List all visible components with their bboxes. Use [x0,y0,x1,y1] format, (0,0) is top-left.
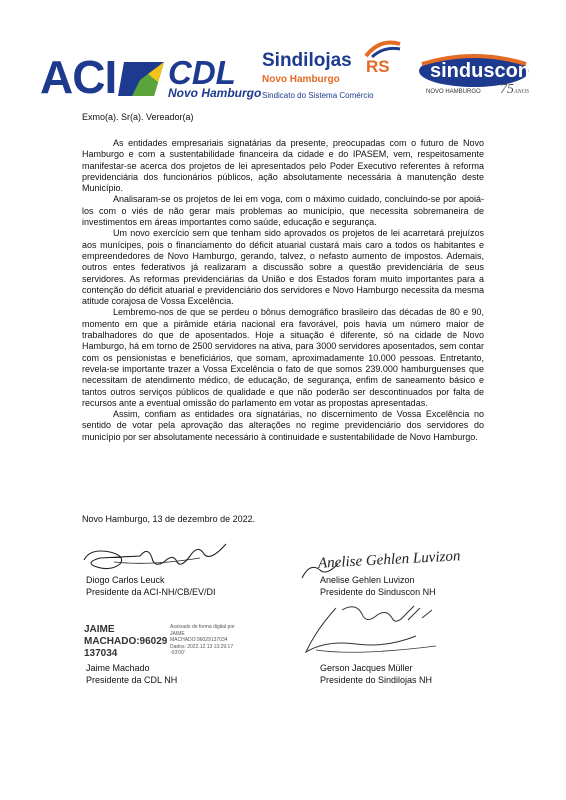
signature-block-anelise [320,574,436,598]
paragraph-5: Assim, confiam as entidades ora signatárias, no discernimento de Vossa Excelência no sentido de votar pela aprovação das alterações no regime previdenciário dos servidores do município por ser absolutamente necessário à continuidade e sustentabilidade de Novo Hamburgo. [82,409,484,442]
sinduscon-anos [500,82,529,98]
signer-role: Presidente do Sindilojas NH [320,675,433,685]
signature-block-diogo [86,574,216,598]
sinduscon-city: NOVO HAMBURGO [426,89,481,95]
sinduscon-anos-num: 75 [500,82,514,97]
signature-gerson-scribble [296,600,446,664]
sindilojas-name: Sindilojas [262,50,352,71]
salutation: Exmo(a). Sr(a). Vereador(a) [82,112,194,122]
digital-signature-id: JAIME MACHADO:96029 137034 [84,624,168,659]
paragraph-4: Lembremo-nos de que se perdeu o bônus demográfico brasileiro das décadas de 80 e 90, momento em que a pirâmide etária nacional era favorável, pois havia um número maior de trabalhadores do que de aposentados. Hoje a situação é diferente, só na cidade de Novo Hamburgo, há em torno de 2500 servidores na ativa, para 3000 servidores aposentados, sem contar com os pensionistas e beneficiários, que somam, aproximadamente 10.000 pessoas. Entretanto, revela-se importante trazer a Vossa Excelência o fato de que somos 239.000 hamburguenses que necessitam de atendimento médico, de educação, de segurança, enfim de saneamento básico e tantos outros serviços públicos de qualidade e que não poderão ser descontinuados por falta de recursos ante a eventual omissão do parlamento em votar as propostas apresentadas. [82,307,484,408]
date-line: Novo Hamburgo, 13 de dezembro de 2022. [82,514,256,524]
signer-name: Diogo Carlos Leuck [86,575,165,585]
signer-name: Anelise Gehlen Luvizon [320,575,415,585]
aci-logo: ACI [40,51,117,103]
signer-name: Jaime Machado [86,663,150,673]
sinduscon-anos-word: ANOS [514,89,529,95]
paragraph-1: As entidades empresariais signatárias da presente, preocupadas com o futuro de Novo Hamburgo e com a sustentabilidade financeira da cidade e do IPASEM, vem, respeitosamente manifestar-se acerca dos projetos de lei apresentados pelo Poder Executivo referentes à reforma previdenciária dos funcionários públicos, ação absolutamente necessária à manutenção deste Município. [82,138,484,194]
cdl-city: Novo Hamburgo [168,86,262,100]
digital-signature-details: Assinado de forma digital por JAIME MACHADO:96029137034 Dados: 2022.12.13 13:29:17 -03'00' [170,624,235,657]
sindilojas-rs: RS [366,57,390,76]
paragraph-2: Analisaram-se os projetos de lei em voga, com o máximo cuidado, concluindo-se por apoiá-los com o viés de não gerar mais problemas ao município, que necessita sobremaneira de investimentos em áreas importantes como saúde, educação e segurança. [82,194,484,228]
sindilojas-logo [262,38,402,98]
sindilojas-arc-icon [362,38,402,58]
signature-anelise-handwritten: Anelise Gehlen Luvizon [317,548,461,572]
sindilojas-city: Novo Hamburgo [262,74,340,85]
header-logos [0,0,566,110]
signature-block-jaime [86,662,177,686]
cdl-name: CDL [168,54,236,91]
signature-block-gerson [320,662,432,686]
signer-role: Presidente da CDL NH [86,675,178,685]
cdl-mark-icon [118,60,166,98]
signer-name: Gerson Jacques Müller [320,663,413,673]
paragraph-3: Um novo exercício sem que tenham sido aprovados os projetos de lei acarretará prejuízos aos munícipes, pois o financiamento do déficit atuarial custará mais caro a todos os habitantes e empreendedores de Novo Hamburgo, gerando, talvez, o nefasto aumento de impostos. Ademais, outros entes federativos já realizaram a discussão sobre a questão previdenciária de seus servidores. As reformas previdenciárias da União e dos Estados foram muito importantes para a contenção do déficit atuarial e previdenciário dos servidores e Novo Hamburgo necessita da mesma atitude corajosa de Vossa Excelência. [82,228,484,307]
letter-body [82,138,484,443]
digital-signature-stamp [84,624,254,664]
sinduscon-logo [418,48,530,100]
sindilojas-subtitle: Sindicato do Sistema Comércio [262,91,374,100]
signer-role: Presidente do Sinduscon NH [320,587,436,597]
sinduscon-name: sinduscon [430,60,531,82]
signature-diogo-scribble [80,540,230,576]
signer-role: Presidente da ACI-NH/CB/EV/DI [86,587,216,597]
